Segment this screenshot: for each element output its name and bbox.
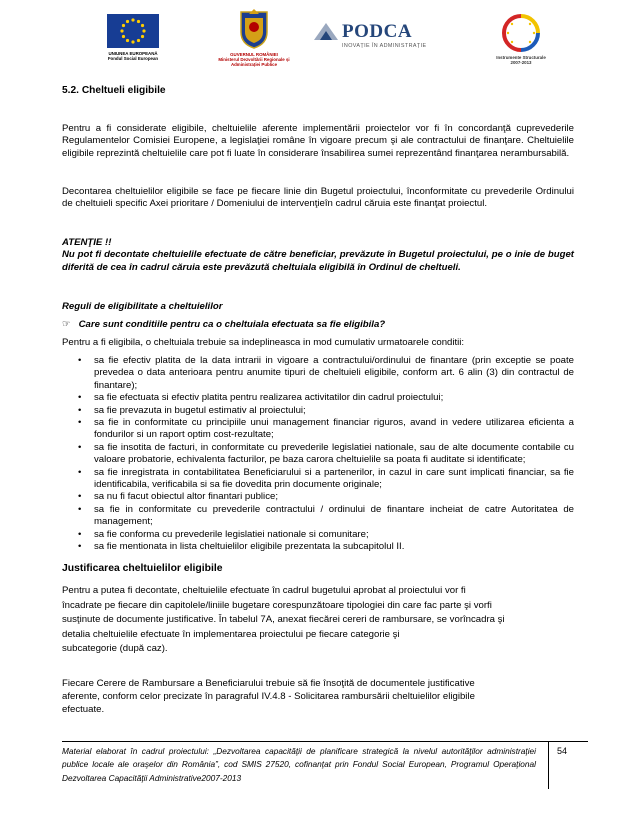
eligibility-paragraph: Pentru a fi considerate eligibile, cheltuielile aferente implementării proiectelor vor fi în concordanţă cuprevederile Regulamentelor Comisiei Europene, a legislaţiei române în vigoare precum şi ale contractului de finanţare. Cheltuielile eligibile reprezintă cheltuielile care pot fi luate în considerare însabilirea sumei reprezentând finanţarea nerambursabilă.	[62, 123, 574, 159]
eu-logo	[100, 14, 166, 61]
text-line: detalia cheltuielile efectuate în implementarea proiectului pe fiecare categorie şi	[62, 628, 400, 640]
section-title: 5.2. Cheltueli eligibile	[62, 85, 166, 96]
conditions-list	[62, 355, 574, 554]
text-line: Pentru a putea fi decontate, cheltuielile efectuate în cadrul bugetului aprobat al proiectului vor fi	[62, 585, 466, 596]
eu-star-icon	[131, 40, 134, 43]
list-item: • sa fie in conformitate cu principiile unui management financiar riguros, avand in vedere utilizarea eficienta a fondurilor si un raport optim cost-rezultate;	[62, 417, 574, 442]
footer-text: Material elaborat în cadrul proiectului: „Dezvoltarea capacităţii de planificare strategică la nivelul autorităţilor administraţiei publice locale ale oraşelor din România”, cod SMIS 27520, cofinanţat prin Fondul Social European, Programul Operaţional Dezvoltarea Capacităţii Administrative2007-2013	[62, 746, 536, 783]
pointing-hand-icon: ☞	[62, 319, 71, 330]
eu-star-icon	[126, 20, 129, 23]
text-line: susţinute de documente justificative. În tabelul 7A, anexat fiecărei cereri de rambursare, se vorîncadra şi	[62, 614, 505, 626]
eu-star-icon	[126, 39, 129, 42]
structural-instruments-icon	[486, 10, 556, 55]
podca-emblem-icon	[312, 20, 340, 43]
podca-tagline: INOVAȚIE ÎN ADMINISTRAȚIE	[342, 43, 427, 49]
attention-box	[62, 237, 574, 274]
attention-label: ATENŢIE !!	[62, 237, 112, 248]
structural-instruments-logo	[486, 10, 556, 65]
list-item: • sa nu fi facut obiectul altor finantari publice;	[62, 491, 574, 503]
government-logo-text: GUVERNUL ROMÂNIEI Ministerul Dezvoltării Regionale și Administrației Publice	[218, 52, 290, 67]
eu-star-icon	[131, 18, 134, 21]
header-logos	[0, 6, 638, 78]
eu-star-icon	[137, 20, 140, 23]
conditions-intro: Pentru a fi eligibila, o cheltuiala trebuie sa indeplineasca in mod cumulativ urmatoarele conditii:	[62, 337, 465, 348]
eu-star-icon	[141, 35, 144, 38]
rules-heading: Reguli de eligibilitate a cheltuielilor	[62, 301, 223, 312]
attention-text: Nu pot fi decontate cheltuielile efectuate de către beneficiar, prevăzute în Bugetul proiectului, pe o inie de buget diferită de cea în cadrul căruia este prevăzută cheltuiala eligibilă în Ordinul de cheltueli.	[62, 249, 574, 273]
page-number: 54	[548, 742, 588, 789]
text-line: efectuate.	[62, 704, 105, 716]
eu-logo-text: UNIUNEA EUROPEANĂ Fondul Social European	[107, 51, 159, 61]
list-item: • sa fie insotita de facturi, in conformitate cu prevederile legislatiei nationale, sau de alte documente contabile cu valoare probatorie, echivalenta facturilor, pe baza carora cheltuielile sa poata fi auditate si identificate;	[62, 442, 574, 467]
list-item: • sa fie prevazuta in bugetul estimativ al proiectului;	[62, 405, 574, 417]
text-line: încadrate pe fiecare din capitolele/liniile bugetare corespunzătoare tipologiei din care fac parte şi vorfi	[62, 599, 492, 611]
list-item: • sa fie inregistrata in contabilitatea Beneficiarului si a partenerilor, in cazul in care sunt implicati financiar, sa fie identificabila, verificabila si sa fie dovedita prin documente originale;	[62, 467, 574, 492]
justification-paragraph-2	[62, 677, 574, 717]
question-line	[62, 319, 574, 331]
question-text: Care sunt conditiile pentru ca o cheltuiala efectuata sa fie eligibila?	[78, 319, 386, 330]
podca-name: PODCA	[342, 20, 413, 42]
text-line: aferente, conform celor precizate în paragraful IV.4.8 - Solicitarea rambursării cheltuielilor eligibile	[62, 691, 475, 703]
eu-star-icon	[122, 35, 125, 38]
eu-star-icon	[122, 24, 125, 27]
list-item: • sa fie in conformitate cu prevederile contractului / ordinului de finantare incheiat de catre Autoritatea de management;	[62, 504, 574, 529]
eu-star-icon	[137, 39, 140, 42]
page-footer	[62, 741, 588, 789]
list-item: • sa fie efectuata si efectiv platita pentru realizarea activitatilor din cadrul proiectului;	[62, 392, 574, 404]
podca-logo	[312, 20, 432, 50]
eu-star-icon	[141, 24, 144, 27]
settlement-paragraph: Decontarea cheltuielilor eligibile se face pe fiecare linie din Bugetul proiectului, înconformitate cu prevederile Ordinului de cheltuieli specific Axei prioritare / Domeniului de intervenţieîn cadrul căruia este finanţat proiectul.	[62, 186, 574, 210]
justification-heading: Justificarea cheltuielilor eligibile	[62, 563, 223, 574]
eu-star-icon	[120, 29, 123, 32]
list-item: • sa fie mentionata in lista cheltuielilor eligibile prezentata la subcapitolul II.	[62, 541, 574, 553]
text-line: Fiecare Cerere de Rambursare a Beneficiarului trebuie să fie însoţită de documentele justificative	[62, 678, 475, 689]
list-item: • sa fie conforma cu prevederile legislatiei nationale si comunitare;	[62, 529, 574, 541]
eu-star-icon	[142, 29, 145, 32]
text-line: subcategorie (după caz).	[62, 643, 168, 655]
list-item: • sa fie efectiv platita de la data intrarii in vigoare a contractului/ordinului de finantare (prin exceptie se poate prevedea o data anterioara pentru anumite tipuri de cheltuieli eligibile, conform art. 6 alin (3) din contractul de finantare);	[62, 355, 574, 392]
justification-paragraph-1	[62, 584, 574, 657]
romanian-coat-of-arms-icon	[237, 8, 271, 50]
eu-flag-icon	[107, 14, 159, 48]
government-logo	[218, 8, 290, 67]
structural-instruments-text: Instrumente Structurale 2007-2013	[496, 55, 546, 65]
